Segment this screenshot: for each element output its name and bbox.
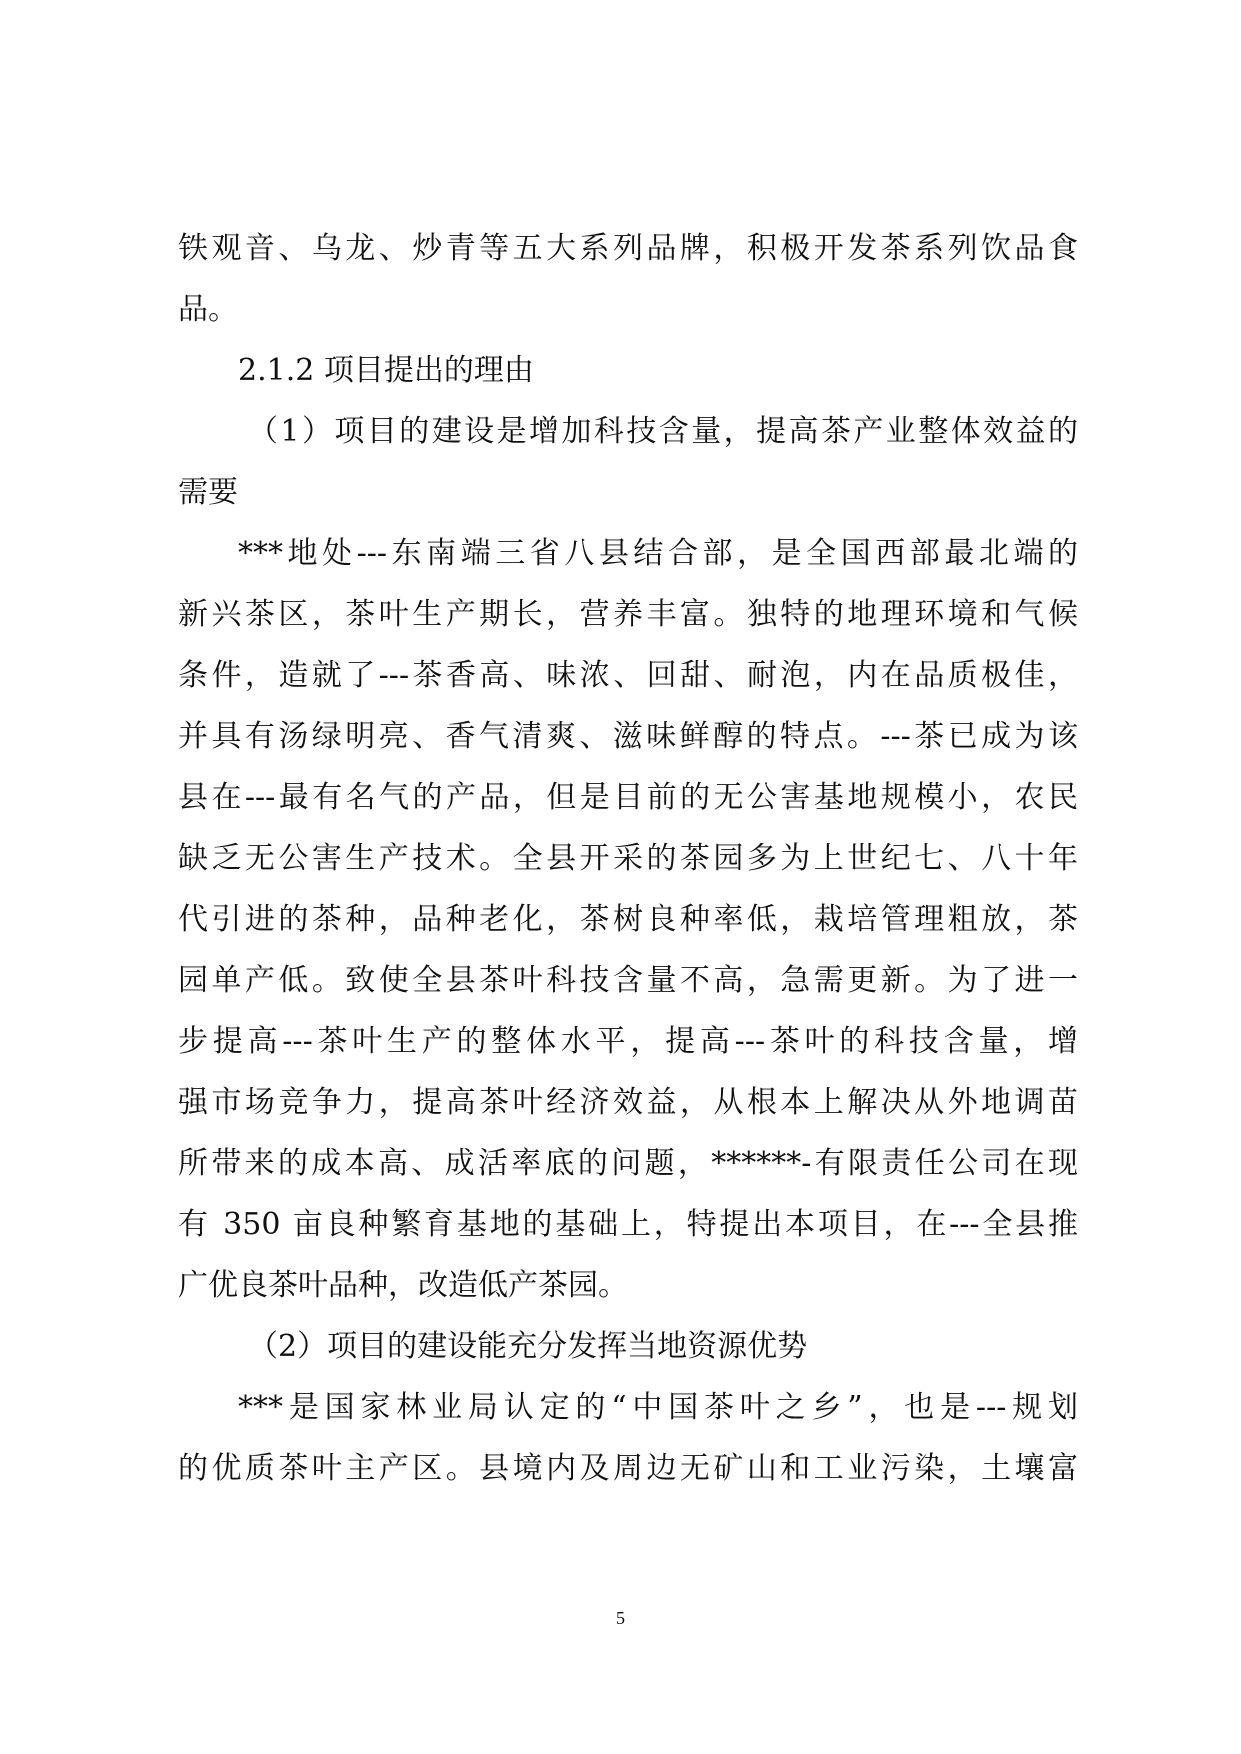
- paragraph-line: ***地处---东南端三省八县结合部，是全国西部最北端的: [238, 536, 1078, 571]
- paragraph-line: 步提高---茶叶生产的整体水平，提高---茶叶的科技含量，增: [178, 1024, 1078, 1059]
- paragraph-line: 强市场竞争力，提高茶叶经济效益，从根本上解决从外地调苗: [178, 1085, 1078, 1120]
- subsection-heading: （1）项目的建设是增加科技含量，提高茶产业整体效益的: [248, 414, 1078, 449]
- body-text: [178, 218, 1078, 1499]
- paragraph-line: 条件，造就了---茶香高、味浓、回甜、耐泡，内在品质极佳，: [178, 658, 1078, 693]
- subsection-heading: （2）项目的建设能充分发挥当地资源优势: [248, 1329, 808, 1364]
- paragraph-line: 代引进的茶种，品种老化，茶树良种率低，栽培管理粗放，茶: [178, 902, 1078, 937]
- paragraph-line: 县在---最有名气的产品，但是目前的无公害基地规模小，农民: [178, 780, 1078, 815]
- paragraph-line: 所带来的成本高、成活率底的问题，******-有限责任公司在现: [178, 1146, 1078, 1181]
- paragraph-line: ***是国家林业局认定的“中国茶叶之乡”，也是---规划: [238, 1390, 1078, 1425]
- paragraph-line: 铁观音、乌龙、炒青等五大系列品牌，积极开发茶系列饮品食: [178, 231, 1078, 266]
- section-heading: 2.1.2 项目提出的理由: [238, 353, 534, 388]
- page-number: 5: [616, 1608, 625, 1628]
- subsection-heading-continued: 需要: [178, 475, 238, 510]
- paragraph-line: 广优良茶叶品种，改造低产茶园。: [178, 1268, 628, 1303]
- paragraph-line: 有 350 亩良种繁育基地的基础上，特提出本项目，在---全县推: [178, 1207, 1078, 1242]
- paragraph-line: 品。: [178, 292, 238, 327]
- paragraph-line: 并具有汤绿明亮、香气清爽、滋味鲜醇的特点。---茶已成为该: [178, 719, 1078, 754]
- paragraph-line: 的优质茶叶主产区。县境内及周边无矿山和工业污染，土壤富: [178, 1451, 1078, 1486]
- paragraph-line: 园单产低。致使全县茶叶科技含量不高，急需更新。为了进一: [178, 963, 1078, 998]
- paragraph-line: 缺乏无公害生产技术。全县开采的茶园多为上世纪七、八十年: [178, 841, 1078, 876]
- paragraph-line: 新兴茶区，茶叶生产期长，营养丰富。独特的地理环境和气候: [178, 597, 1078, 632]
